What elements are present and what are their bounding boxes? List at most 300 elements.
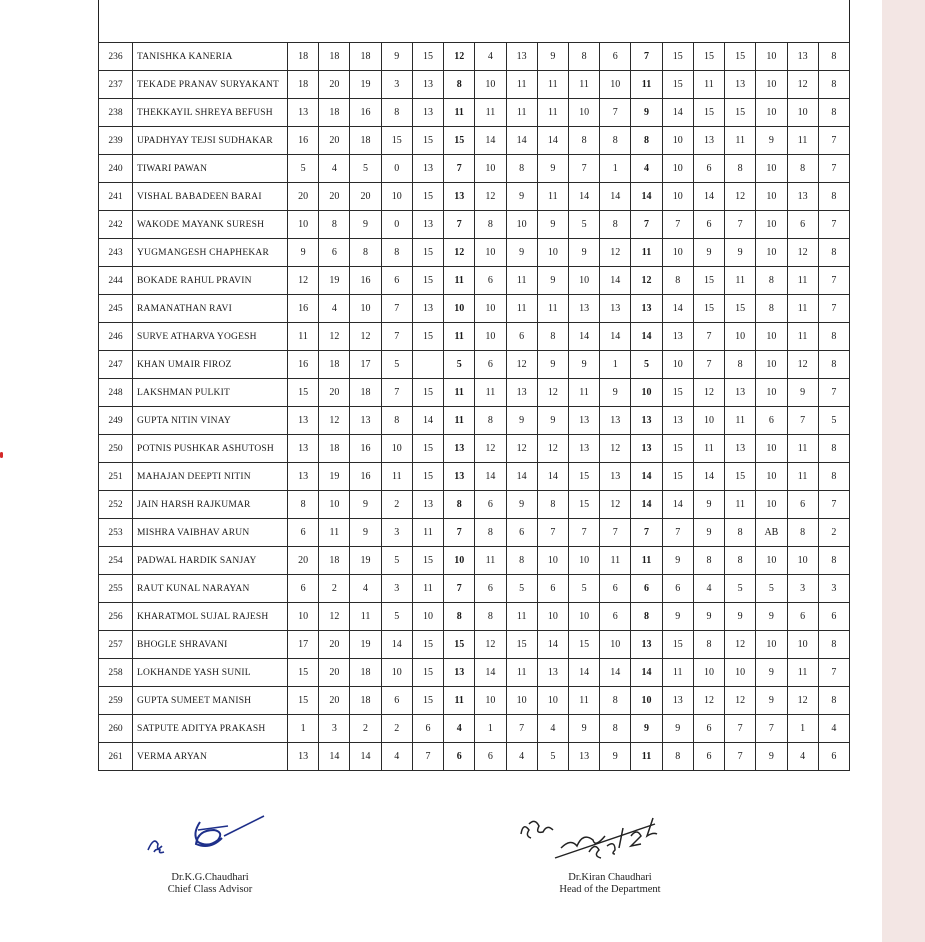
mark-cell: 11 bbox=[631, 743, 662, 771]
mark-cell: 20 bbox=[288, 547, 319, 575]
mark-cell: 10 bbox=[756, 491, 787, 519]
roll-number-cell: 257 bbox=[99, 631, 133, 659]
roll-number-cell: 260 bbox=[99, 715, 133, 743]
mark-cell: 8 bbox=[818, 323, 849, 351]
mark-cell: 7 bbox=[631, 211, 662, 239]
mark-cell: 15 bbox=[725, 43, 756, 71]
student-name-cell: TANISHKA KANERIA bbox=[133, 43, 288, 71]
student-name-cell: UPADHYAY TEJSI SUDHAKAR bbox=[133, 127, 288, 155]
mark-cell: 9 bbox=[506, 183, 537, 211]
roll-number-cell: 245 bbox=[99, 295, 133, 323]
student-name-cell: MISHRA VAIBHAV ARUN bbox=[133, 519, 288, 547]
roll-number-cell: 261 bbox=[99, 743, 133, 771]
mark-cell: 8 bbox=[725, 155, 756, 183]
mark-cell: 11 bbox=[288, 323, 319, 351]
mark-cell: 13 bbox=[600, 407, 631, 435]
mark-cell: 15 bbox=[662, 435, 693, 463]
mark-cell: 13 bbox=[787, 183, 818, 211]
mark-cell: 7 bbox=[725, 743, 756, 771]
table-row bbox=[99, 267, 850, 295]
mark-cell: 6 bbox=[475, 267, 506, 295]
mark-cell: 13 bbox=[537, 659, 568, 687]
roll-number-cell: 238 bbox=[99, 99, 133, 127]
mark-cell: 15 bbox=[412, 323, 443, 351]
mark-cell: 19 bbox=[350, 547, 381, 575]
mark-cell: 9 bbox=[693, 519, 724, 547]
mark-cell: 9 bbox=[725, 239, 756, 267]
mark-cell: 6 bbox=[381, 687, 412, 715]
student-name-cell: MAHAJAN DEEPTI NITIN bbox=[133, 463, 288, 491]
table-row bbox=[99, 351, 850, 379]
hod-title: Head of the Department bbox=[559, 884, 661, 895]
mark-cell: 8 bbox=[818, 239, 849, 267]
mark-cell: 7 bbox=[444, 211, 475, 239]
mark-cell: 15 bbox=[412, 687, 443, 715]
mark-cell: 7 bbox=[662, 519, 693, 547]
mark-cell: 11 bbox=[381, 463, 412, 491]
mark-cell: 12 bbox=[787, 239, 818, 267]
mark-cell: 6 bbox=[818, 603, 849, 631]
mark-cell: 16 bbox=[350, 99, 381, 127]
table-row bbox=[99, 323, 850, 351]
mark-cell: 13 bbox=[288, 435, 319, 463]
mark-cell: 18 bbox=[288, 43, 319, 71]
mark-cell: 15 bbox=[693, 267, 724, 295]
student-name-cell: BHOGLE SHRAVANI bbox=[133, 631, 288, 659]
mark-cell: 8 bbox=[288, 491, 319, 519]
margin-mark bbox=[0, 452, 3, 458]
roll-number-cell: 256 bbox=[99, 603, 133, 631]
mark-cell: AB bbox=[756, 519, 787, 547]
mark-cell: 15 bbox=[725, 463, 756, 491]
student-name-cell: YUGMANGESH CHAPHEKAR bbox=[133, 239, 288, 267]
mark-cell: 12 bbox=[693, 379, 724, 407]
mark-cell: 5 bbox=[568, 575, 599, 603]
roll-number-cell: 250 bbox=[99, 435, 133, 463]
mark-cell: 8 bbox=[444, 491, 475, 519]
mark-cell: 8 bbox=[787, 519, 818, 547]
table-row bbox=[99, 631, 850, 659]
mark-cell: 9 bbox=[506, 491, 537, 519]
mark-cell: 15 bbox=[662, 631, 693, 659]
mark-cell: 18 bbox=[319, 99, 350, 127]
mark-cell: 8 bbox=[631, 603, 662, 631]
mark-cell: 18 bbox=[350, 659, 381, 687]
mark-cell: 6 bbox=[444, 743, 475, 771]
mark-cell: 10 bbox=[475, 239, 506, 267]
mark-cell: 15 bbox=[412, 43, 443, 71]
mark-cell: 12 bbox=[506, 435, 537, 463]
mark-cell: 13 bbox=[631, 631, 662, 659]
table-row bbox=[99, 99, 850, 127]
roll-number-cell: 252 bbox=[99, 491, 133, 519]
mark-cell: 15 bbox=[662, 463, 693, 491]
mark-cell: 12 bbox=[787, 71, 818, 99]
mark-cell: 7 bbox=[818, 295, 849, 323]
mark-cell: 9 bbox=[662, 547, 693, 575]
mark-cell: 7 bbox=[818, 155, 849, 183]
mark-cell: 18 bbox=[350, 127, 381, 155]
mark-cell: 12 bbox=[725, 183, 756, 211]
mark-cell: 6 bbox=[475, 351, 506, 379]
mark-cell: 8 bbox=[475, 603, 506, 631]
mark-cell: 11 bbox=[475, 547, 506, 575]
mark-cell: 19 bbox=[350, 631, 381, 659]
mark-cell: 8 bbox=[818, 71, 849, 99]
mark-cell: 16 bbox=[350, 267, 381, 295]
table-row bbox=[99, 519, 850, 547]
mark-cell: 14 bbox=[631, 463, 662, 491]
mark-cell: 4 bbox=[319, 155, 350, 183]
mark-cell: 14 bbox=[600, 183, 631, 211]
mark-cell: 10 bbox=[288, 603, 319, 631]
mark-cell: 11 bbox=[662, 659, 693, 687]
mark-cell: 12 bbox=[787, 351, 818, 379]
mark-cell: 8 bbox=[693, 631, 724, 659]
mark-cell: 8 bbox=[537, 323, 568, 351]
student-name-cell: RAUT KUNAL NARAYAN bbox=[133, 575, 288, 603]
mark-cell: 6 bbox=[693, 211, 724, 239]
mark-cell: 15 bbox=[412, 435, 443, 463]
mark-cell: 11 bbox=[506, 71, 537, 99]
mark-cell: 8 bbox=[444, 603, 475, 631]
student-name-cell: SATPUTE ADITYA PRAKASH bbox=[133, 715, 288, 743]
mark-cell: 8 bbox=[600, 687, 631, 715]
student-name-cell: TIWARI PAWAN bbox=[133, 155, 288, 183]
mark-cell: 5 bbox=[506, 575, 537, 603]
marks-table-body bbox=[99, 43, 850, 771]
mark-cell: 12 bbox=[600, 435, 631, 463]
mark-cell: 4 bbox=[537, 715, 568, 743]
mark-cell: 6 bbox=[381, 267, 412, 295]
mark-cell: 10 bbox=[412, 603, 443, 631]
mark-cell: 15 bbox=[568, 491, 599, 519]
mark-cell: 15 bbox=[412, 547, 443, 575]
mark-cell: 10 bbox=[381, 435, 412, 463]
mark-cell: 2 bbox=[350, 715, 381, 743]
mark-cell: 8 bbox=[818, 687, 849, 715]
mark-cell: 10 bbox=[381, 659, 412, 687]
mark-cell: 7 bbox=[381, 379, 412, 407]
mark-cell: 6 bbox=[600, 603, 631, 631]
mark-cell: 7 bbox=[381, 323, 412, 351]
mark-cell: 14 bbox=[350, 743, 381, 771]
mark-cell: 14 bbox=[600, 323, 631, 351]
mark-cell: 11 bbox=[475, 99, 506, 127]
mark-cell: 5 bbox=[381, 351, 412, 379]
mark-cell: 14 bbox=[537, 463, 568, 491]
mark-cell: 6 bbox=[787, 603, 818, 631]
mark-cell: 11 bbox=[350, 603, 381, 631]
mark-cell: 8 bbox=[756, 267, 787, 295]
mark-cell: 13 bbox=[506, 379, 537, 407]
mark-cell: 5 bbox=[725, 575, 756, 603]
mark-cell: 6 bbox=[412, 715, 443, 743]
mark-cell: 14 bbox=[381, 631, 412, 659]
table-row bbox=[99, 183, 850, 211]
table-row bbox=[99, 603, 850, 631]
mark-cell: 7 bbox=[631, 519, 662, 547]
mark-cell: 12 bbox=[444, 43, 475, 71]
mark-cell: 14 bbox=[631, 491, 662, 519]
mark-cell: 8 bbox=[818, 435, 849, 463]
mark-cell: 10 bbox=[662, 239, 693, 267]
mark-cell: 14 bbox=[662, 99, 693, 127]
mark-cell: 12 bbox=[725, 631, 756, 659]
mark-cell: 10 bbox=[475, 155, 506, 183]
mark-cell: 8 bbox=[506, 155, 537, 183]
mark-cell: 11 bbox=[787, 435, 818, 463]
mark-cell: 6 bbox=[787, 491, 818, 519]
mark-cell: 10 bbox=[537, 239, 568, 267]
mark-cell: 13 bbox=[693, 127, 724, 155]
mark-cell: 6 bbox=[475, 491, 506, 519]
table-row bbox=[99, 435, 850, 463]
mark-cell: 12 bbox=[475, 631, 506, 659]
mark-cell: 11 bbox=[693, 435, 724, 463]
mark-cell: 16 bbox=[288, 295, 319, 323]
mark-cell: 11 bbox=[537, 99, 568, 127]
mark-cell: 18 bbox=[319, 547, 350, 575]
mark-cell: 13 bbox=[725, 379, 756, 407]
mark-cell: 13 bbox=[662, 407, 693, 435]
mark-cell: 5 bbox=[444, 351, 475, 379]
mark-cell: 19 bbox=[319, 267, 350, 295]
mark-cell: 7 bbox=[725, 211, 756, 239]
mark-cell: 11 bbox=[568, 71, 599, 99]
mark-cell: 9 bbox=[725, 603, 756, 631]
mark-cell: 12 bbox=[725, 687, 756, 715]
student-name-cell: TEKADE PRANAV SURYAKANT bbox=[133, 71, 288, 99]
mark-cell: 7 bbox=[662, 211, 693, 239]
mark-cell: 15 bbox=[412, 659, 443, 687]
mark-cell: 13 bbox=[662, 323, 693, 351]
mark-cell: 10 bbox=[600, 631, 631, 659]
mark-cell: 6 bbox=[506, 323, 537, 351]
mark-cell: 13 bbox=[631, 407, 662, 435]
mark-cell: 4 bbox=[631, 155, 662, 183]
mark-cell: 14 bbox=[693, 183, 724, 211]
mark-cell: 8 bbox=[381, 99, 412, 127]
mark-cell: 12 bbox=[444, 239, 475, 267]
mark-cell: 15 bbox=[506, 631, 537, 659]
mark-cell: 4 bbox=[818, 715, 849, 743]
mark-cell: 11 bbox=[537, 71, 568, 99]
mark-cell: 10 bbox=[662, 351, 693, 379]
student-name-cell: BOKADE RAHUL PRAVIN bbox=[133, 267, 288, 295]
mark-cell: 18 bbox=[319, 351, 350, 379]
mark-cell: 10 bbox=[787, 99, 818, 127]
mark-cell: 10 bbox=[756, 211, 787, 239]
mark-cell: 10 bbox=[537, 603, 568, 631]
roll-number-cell: 258 bbox=[99, 659, 133, 687]
mark-cell: 18 bbox=[350, 43, 381, 71]
student-name-cell: WAKODE MAYANK SURESH bbox=[133, 211, 288, 239]
mark-cell: 10 bbox=[475, 295, 506, 323]
roll-number-cell: 247 bbox=[99, 351, 133, 379]
mark-cell: 7 bbox=[444, 519, 475, 547]
mark-cell: 10 bbox=[506, 687, 537, 715]
mark-cell: 10 bbox=[444, 295, 475, 323]
mark-cell: 10 bbox=[725, 659, 756, 687]
mark-cell: 12 bbox=[537, 435, 568, 463]
mark-cell: 10 bbox=[756, 99, 787, 127]
mark-cell: 9 bbox=[693, 239, 724, 267]
mark-cell: 4 bbox=[693, 575, 724, 603]
mark-cell: 10 bbox=[350, 295, 381, 323]
mark-cell: 14 bbox=[319, 743, 350, 771]
mark-cell: 1 bbox=[288, 715, 319, 743]
mark-cell: 8 bbox=[506, 547, 537, 575]
table-row bbox=[99, 463, 850, 491]
mark-cell: 11 bbox=[444, 267, 475, 295]
mark-cell: 5 bbox=[756, 575, 787, 603]
mark-cell: 8 bbox=[350, 239, 381, 267]
marks-table bbox=[98, 42, 850, 771]
mark-cell: 11 bbox=[631, 547, 662, 575]
mark-cell: 9 bbox=[600, 379, 631, 407]
mark-cell: 8 bbox=[725, 519, 756, 547]
table-row bbox=[99, 295, 850, 323]
mark-cell: 16 bbox=[350, 435, 381, 463]
mark-cell: 6 bbox=[475, 743, 506, 771]
mark-cell: 10 bbox=[475, 323, 506, 351]
mark-cell: 10 bbox=[475, 687, 506, 715]
mark-cell: 11 bbox=[506, 295, 537, 323]
mark-cell: 11 bbox=[787, 127, 818, 155]
roll-number-cell: 255 bbox=[99, 575, 133, 603]
mark-cell: 13 bbox=[412, 71, 443, 99]
mark-cell: 14 bbox=[537, 631, 568, 659]
mark-cell: 1 bbox=[600, 155, 631, 183]
mark-cell: 13 bbox=[444, 463, 475, 491]
roll-number-cell: 251 bbox=[99, 463, 133, 491]
roll-number-cell: 243 bbox=[99, 239, 133, 267]
mark-cell: 6 bbox=[787, 211, 818, 239]
mark-cell: 9 bbox=[568, 715, 599, 743]
mark-cell: 12 bbox=[475, 435, 506, 463]
mark-cell: 12 bbox=[600, 239, 631, 267]
roll-number-cell: 237 bbox=[99, 71, 133, 99]
mark-cell: 11 bbox=[444, 323, 475, 351]
mark-cell: 13 bbox=[444, 659, 475, 687]
student-name-cell: RAMANATHAN RAVI bbox=[133, 295, 288, 323]
table-row bbox=[99, 659, 850, 687]
mark-cell: 11 bbox=[787, 323, 818, 351]
mark-cell: 18 bbox=[350, 687, 381, 715]
mark-cell: 11 bbox=[631, 239, 662, 267]
mark-cell: 8 bbox=[693, 547, 724, 575]
mark-cell: 9 bbox=[568, 239, 599, 267]
mark-cell: 15 bbox=[288, 659, 319, 687]
mark-cell: 11 bbox=[537, 183, 568, 211]
mark-cell: 8 bbox=[475, 211, 506, 239]
mark-cell: 15 bbox=[444, 127, 475, 155]
mark-cell: 8 bbox=[818, 547, 849, 575]
mark-cell: 6 bbox=[600, 43, 631, 71]
mark-cell: 6 bbox=[818, 743, 849, 771]
mark-cell: 6 bbox=[537, 575, 568, 603]
mark-cell: 18 bbox=[319, 43, 350, 71]
roll-number-cell: 236 bbox=[99, 43, 133, 71]
hod-signature-block bbox=[520, 872, 700, 895]
right-signature-handwriting bbox=[515, 800, 685, 870]
mark-cell: 6 bbox=[288, 575, 319, 603]
mark-cell bbox=[412, 351, 443, 379]
mark-cell: 6 bbox=[662, 575, 693, 603]
mark-cell: 15 bbox=[725, 295, 756, 323]
mark-cell: 10 bbox=[662, 183, 693, 211]
mark-cell: 9 bbox=[506, 407, 537, 435]
mark-cell: 10 bbox=[568, 547, 599, 575]
mark-cell: 7 bbox=[725, 715, 756, 743]
mark-cell: 20 bbox=[350, 183, 381, 211]
mark-cell: 13 bbox=[444, 183, 475, 211]
roll-number-cell: 248 bbox=[99, 379, 133, 407]
mark-cell: 15 bbox=[568, 463, 599, 491]
roll-number-cell: 242 bbox=[99, 211, 133, 239]
mark-cell: 11 bbox=[506, 99, 537, 127]
mark-cell: 8 bbox=[818, 463, 849, 491]
mark-cell: 7 bbox=[818, 211, 849, 239]
mark-cell: 11 bbox=[506, 267, 537, 295]
mark-cell: 14 bbox=[600, 659, 631, 687]
mark-cell: 15 bbox=[693, 99, 724, 127]
mark-cell: 10 bbox=[537, 687, 568, 715]
mark-cell: 7 bbox=[568, 155, 599, 183]
mark-cell: 7 bbox=[444, 575, 475, 603]
mark-cell: 10 bbox=[725, 323, 756, 351]
mark-cell: 15 bbox=[662, 43, 693, 71]
mark-cell: 4 bbox=[444, 715, 475, 743]
mark-cell: 15 bbox=[693, 295, 724, 323]
mark-cell: 10 bbox=[787, 631, 818, 659]
mark-cell: 12 bbox=[350, 323, 381, 351]
mark-cell: 9 bbox=[756, 603, 787, 631]
mark-cell: 10 bbox=[662, 155, 693, 183]
mark-cell: 7 bbox=[631, 43, 662, 71]
mark-cell: 14 bbox=[600, 267, 631, 295]
mark-cell: 9 bbox=[506, 239, 537, 267]
mark-cell: 8 bbox=[444, 71, 475, 99]
mark-cell: 10 bbox=[631, 379, 662, 407]
mark-cell: 9 bbox=[288, 239, 319, 267]
mark-cell: 11 bbox=[787, 463, 818, 491]
mark-cell: 8 bbox=[818, 631, 849, 659]
mark-cell: 6 bbox=[288, 519, 319, 547]
mark-cell: 7 bbox=[818, 267, 849, 295]
mark-cell: 9 bbox=[350, 211, 381, 239]
mark-cell: 8 bbox=[756, 295, 787, 323]
mark-cell: 9 bbox=[350, 519, 381, 547]
student-name-cell: VERMA ARYAN bbox=[133, 743, 288, 771]
mark-cell: 15 bbox=[381, 127, 412, 155]
mark-cell: 9 bbox=[756, 659, 787, 687]
mark-cell: 20 bbox=[319, 659, 350, 687]
table-row bbox=[99, 239, 850, 267]
mark-cell: 10 bbox=[693, 407, 724, 435]
mark-cell: 7 bbox=[818, 491, 849, 519]
mark-cell: 14 bbox=[506, 127, 537, 155]
mark-cell: 17 bbox=[288, 631, 319, 659]
mark-cell: 9 bbox=[537, 211, 568, 239]
mark-cell: 7 bbox=[693, 323, 724, 351]
mark-cell: 13 bbox=[662, 687, 693, 715]
mark-cell: 9 bbox=[350, 491, 381, 519]
mark-cell: 14 bbox=[631, 183, 662, 211]
mark-cell: 16 bbox=[288, 351, 319, 379]
mark-cell: 9 bbox=[756, 743, 787, 771]
